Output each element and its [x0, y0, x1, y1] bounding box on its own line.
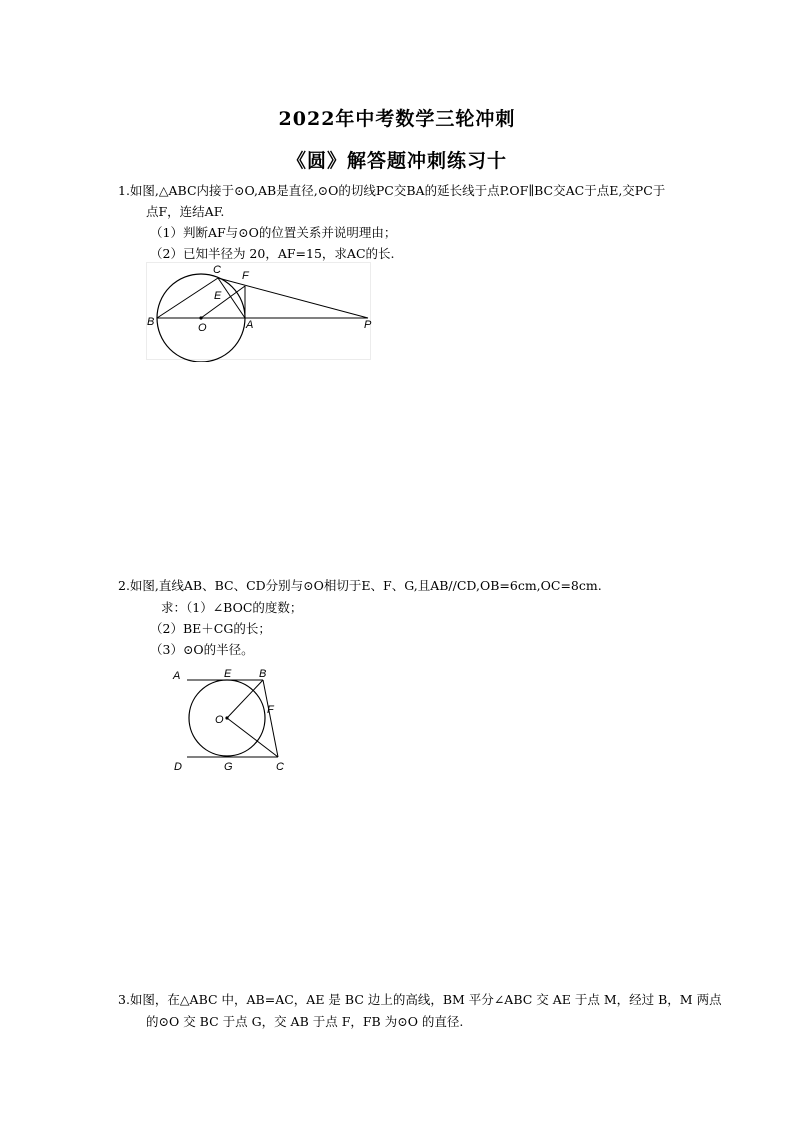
q2-label-d: D	[174, 761, 182, 773]
q1-label-a: A	[246, 319, 254, 331]
q2-stem-line1: 2.如图,直线AB、BC、CD分别与⊙O相切于E、F、G,且AB//CD,OB=6cm,OC=8cm.	[118, 578, 602, 593]
q1-label-f: F	[242, 270, 249, 282]
q2-center-dot	[225, 716, 228, 719]
q1-label-c: C	[213, 264, 221, 276]
q2-label-c: C	[276, 761, 284, 773]
q2-segment-ob	[227, 680, 263, 718]
q3-stem-line2: 的⊙O 交 BC 于点 G，交 AB 于点 F，FB 为⊙O 的直径.	[146, 1014, 464, 1029]
q2-part3: （3）⊙O的半径。	[150, 642, 254, 657]
q1-label-o: O	[198, 322, 207, 334]
q1-segment-of	[201, 286, 245, 318]
q2-label-f: F	[267, 704, 274, 716]
q2-segment-oc	[227, 718, 278, 757]
q2-label-b: B	[259, 668, 267, 680]
page-title: 2022年中考数学三轮冲刺	[278, 108, 516, 130]
q1-label-p: P	[364, 319, 372, 331]
q2-figure	[170, 664, 295, 780]
q1-figure	[146, 262, 376, 366]
q1-part1: （1）判断AF与⊙O的位置关系并说明理由；	[150, 225, 397, 240]
q2-label-a: A	[173, 670, 181, 682]
q1-stem-line2: 点F，连结AF.	[146, 204, 225, 219]
q2-part2: （2）BE＋CG的长；	[150, 621, 271, 636]
q3-stem-line1: 3.如图，在△ABC 中，AB=AC，AE 是 BC 边上的高线，BM 平分∠ABC 交 AE 于点 M，经过 B，M 两点	[118, 992, 722, 1007]
q1-center-dot	[199, 316, 202, 319]
page-subtitle: 《圆》解答题冲刺练习十	[286, 150, 507, 172]
q1-stem-line1: 1.如图,△ABC内接于⊙O,AB是直径,⊙O的切线PC交BA的延长线于点P.OF∥BC交AC于点E,交PC于	[118, 183, 666, 198]
q2-label-o: O	[215, 714, 224, 726]
q1-label-e: E	[214, 290, 222, 302]
q2-label-g: G	[224, 761, 233, 773]
q1-part2: （2）已知半径为 20，AF=15，求AC的长.	[150, 246, 395, 261]
q1-figure-frame	[147, 263, 371, 360]
q2-label-e: E	[224, 668, 232, 680]
q1-label-b: B	[147, 316, 155, 328]
q2-part1: 求：（1）∠BOC的度数；	[161, 600, 303, 615]
